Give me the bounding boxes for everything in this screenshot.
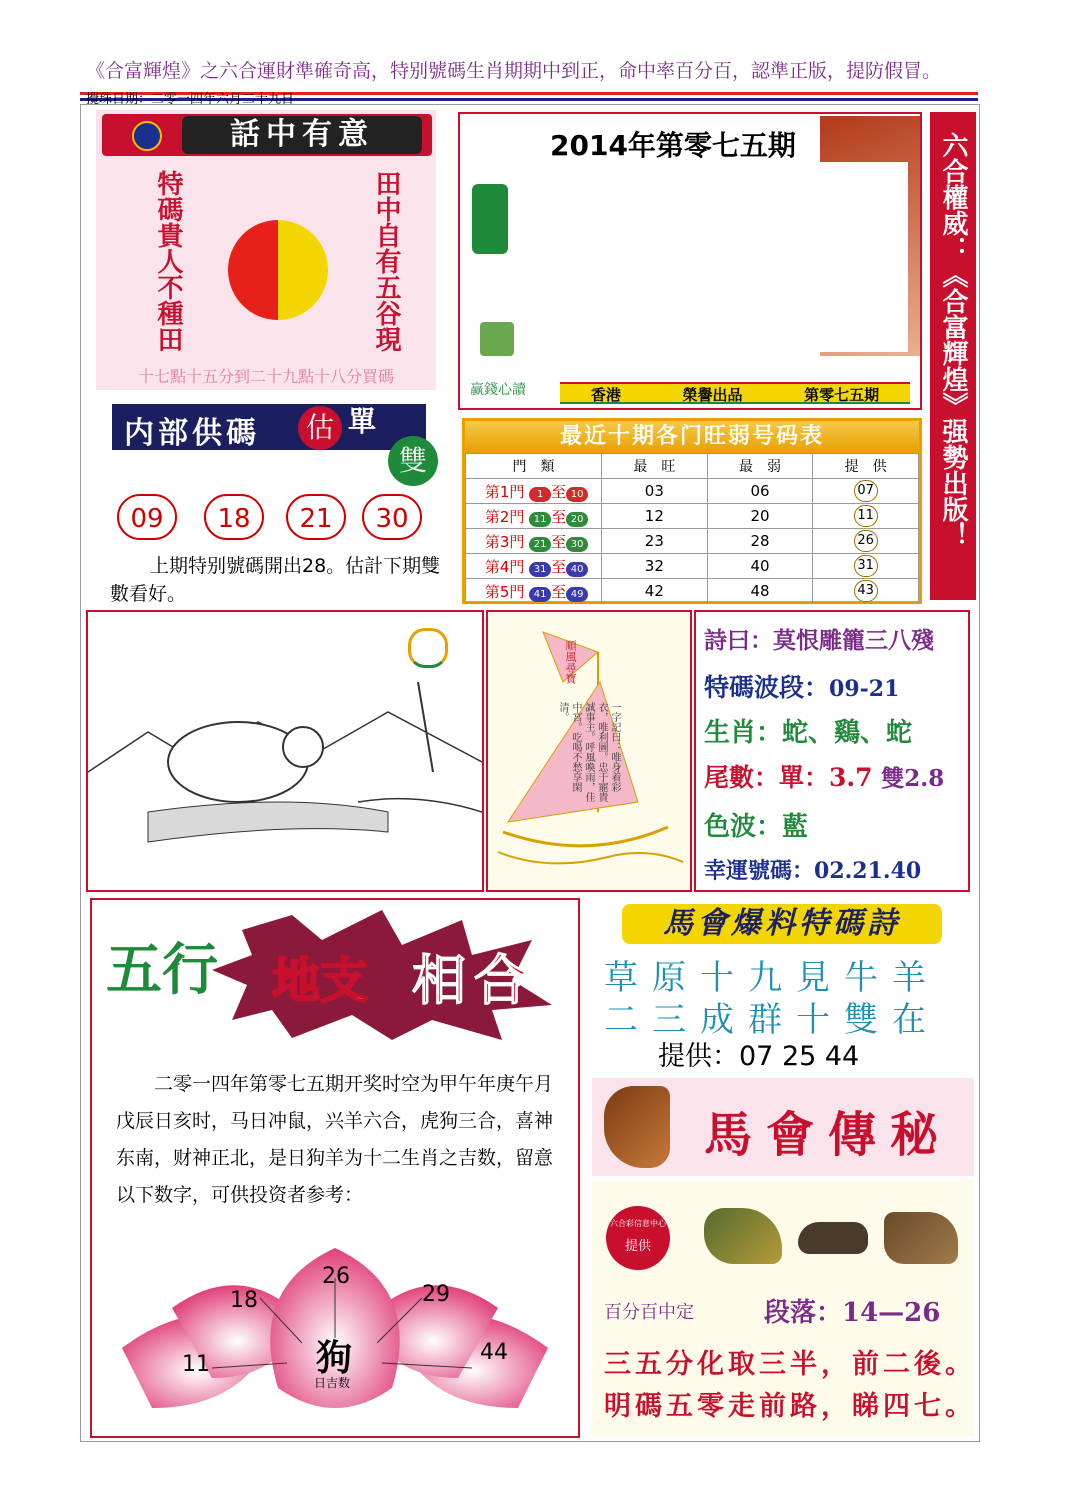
mahui-secret-banner [592,1078,974,1176]
neibu-title-bar [112,404,426,450]
boat-flag: 順風尋寶 [564,640,577,684]
mahui-secret-title: 馬會傳秘 [704,1107,953,1163]
table-cell-gate [466,554,602,579]
huazhong-right-column: 田中自有五谷現 [371,170,401,352]
cover-strip [560,382,910,404]
table-cell-min: 20 [707,504,813,529]
tip-number: 07 [854,480,878,502]
gate-zhi: 至 [551,557,567,576]
gate-from: 21 [529,537,551,552]
tips-lucky-value: 02.21.40 [814,858,922,884]
wuxing-title-b: 地支 [272,953,369,1009]
rat-icon [798,1222,868,1254]
dog-icon [884,1212,958,1264]
neibu-number: 18 [204,494,264,540]
tip-number: 43 [854,580,878,602]
mahui-secret-section [592,1180,974,1436]
horse-head-icon [604,1086,670,1168]
wuxing-title-c: 相合 [412,948,536,1012]
mahui-poem-title: 馬會爆料特碼詩 [622,904,942,944]
cover-strip-item: 榮譽出品 [682,386,743,404]
tips-color-row [704,806,808,843]
huazhong-left-column: 特碼貴人不種田 [153,170,183,352]
tips-tail-label: 尾數： [704,763,780,792]
tip-number: 31 [854,555,878,577]
lotus-number: 11 [182,1352,210,1377]
table-cell-tip [813,579,919,604]
header-slogan: 《合富輝煌》之六合運財準確奇高，特别號碼生肖期期中到正，命中率百分百，認準正版，提防假冒。 [86,60,942,82]
side-banner [930,112,976,600]
table-cell-max: 12 [602,504,708,529]
table-row [466,479,919,504]
gate-from: 31 [529,562,551,577]
table-row [466,529,919,554]
tips-section [694,610,970,892]
wuxing-section [90,898,580,1438]
table-cell-min: 40 [707,554,813,579]
huazhong-title: 話中有意 [182,116,422,154]
money-icon [480,322,514,356]
table-header: 提 供 [813,454,919,479]
tips-tail-row [704,758,944,794]
table-cell-tip [813,479,919,504]
gate-label: 第4門 [484,557,525,576]
table-cell-max: 32 [602,554,708,579]
gate-to: 10 [566,487,588,502]
cover-green-logo [472,184,508,254]
seal-text: 六合彩信息中心 [610,1219,666,1228]
rainbow-logo-icon [408,628,448,668]
table-header: 最 弱 [707,454,813,479]
mahui-poem-line2: 二三成群十雙在 [604,1000,940,1040]
gate-zhi: 至 [551,482,567,501]
table-cell-tip [813,504,919,529]
table-cell-min: 48 [707,579,813,604]
neibu-tag-gu: 估 [298,406,342,450]
lotus-number: 29 [422,1282,450,1307]
boat-poem: 一字記曰：唯身着彩衣，唯利圖。忠于寵貴誠事主。呼風喚雨，佳中宮。吃喝不愁享閑清。 [557,702,620,802]
lotus-center: 狗 [316,1338,353,1379]
table-cell-tip [813,529,919,554]
tips-wave-row [704,668,899,704]
table-cell-gate [466,479,602,504]
tips-lucky-row [704,854,921,885]
gate-zhi: 至 [551,582,567,601]
wuxing-text: 二零一四年第零七五期开奖时空为甲午年庚午月戊辰日亥时，马日冲鼠，兴羊六合，虎狗三合，喜神东南，财神正北，是日狗羊为十二生肖之吉数，留意以下数字，可供投资者参考： [116,1073,554,1206]
yinyang-icon [228,220,328,320]
table-cell-max: 23 [602,529,708,554]
gate-from: 11 [529,512,551,527]
emblem-icon [132,121,162,151]
polar-bear-illustration [86,610,484,892]
neibu-number: 21 [286,494,346,540]
gate-label: 第5門 [484,582,525,601]
cover-blank-panel [508,162,908,352]
zone-table [465,453,919,604]
neibu-number: 09 [117,494,177,540]
tips-wave-label: 特碼波段： [704,673,830,702]
tips-tail-single: 單：3.7 [779,763,873,792]
table-cell-max: 42 [602,579,708,604]
table-header: 門 類 [466,454,602,479]
cover-box [458,112,922,410]
mahui-secret-certain: 百分百中定 [604,1302,694,1323]
cover-strip-item: 香港 [590,386,621,404]
huazhong-bottom: 十七點十五分到二十九點十八分買碼 [137,367,394,386]
tips-color-label: 色波： [704,812,783,842]
gate-from: 41 [529,587,551,602]
table-row [466,579,919,604]
gate-label: 第3門 [484,532,525,551]
huazhong-title-bar [102,114,432,156]
lotus-sub: 日吉数 [314,1376,351,1390]
tips-tail-double: 雙2.8 [881,765,945,792]
table-cell-tip [813,554,919,579]
cover-strip-item: 第零七五期 [804,386,880,404]
seal-icon [606,1206,670,1270]
gate-label: 第2門 [484,507,525,526]
tip-number: 11 [854,505,878,527]
table-cell-gate [466,504,602,529]
tips-zodiac-value: 蛇、鷄、蛇 [782,718,913,748]
neibu-tag-shuang: 雙 [388,436,438,486]
table-cell-gate [466,529,602,554]
lotus-number: 18 [230,1288,258,1313]
mahui-poem-line1: 草原十九見牛羊 [604,958,940,998]
table-cell-min: 28 [707,529,813,554]
mahui-poem-section [590,898,976,1074]
tips-poem: 詩曰：莫恨雕籠三八殘 [704,627,934,654]
neibu-tag-dan: 單 [348,405,377,438]
mahui-secret-line2: 明碼五零走前路，睇四七。 [604,1391,976,1422]
gate-label: 第1門 [484,482,525,501]
gate-to: 49 [566,587,588,602]
table-cell-min: 06 [707,479,813,504]
gate-zhi: 至 [551,532,567,551]
neibu-note: 上期特别號碼開出28。估計下期雙數看好。 [110,555,441,605]
side-banner-text: 六合權威：《合富輝煌》强勢出版！ [938,132,968,548]
tip-number: 26 [854,530,878,552]
zone-table-section [462,418,922,604]
dragon-icon [704,1208,782,1264]
zone-table-title: 最近十期各门旺弱号码表 [465,421,919,453]
table-cell-max: 03 [602,479,708,504]
tips-zodiac-row [704,712,912,749]
mahui-poem-provide: 提供：07 25 44 [658,1041,860,1072]
mahui-secret-line1: 三五分化取三半，前二後。 [604,1349,976,1380]
tips-wave-value: 09-21 [829,676,900,702]
draw-date: 攪珠日期：二零一四年六月二十九日 [86,92,295,107]
tips-zodiac-label: 生肖： [704,718,783,748]
cover-period: 2014年第零七五期 [550,129,796,162]
boat-section [486,610,692,892]
gate-to: 30 [566,537,588,552]
gate-to: 40 [566,562,588,577]
tips-lucky-label: 幸運號碼： [704,858,815,884]
lotus-number: 44 [480,1340,508,1365]
table-cell-gate [466,579,602,604]
gate-from: 1 [529,487,551,502]
neibu-number: 30 [362,494,422,540]
gate-zhi: 至 [551,507,567,526]
lotus-number: 26 [322,1264,350,1289]
mahui-secret-segment: 段落：14—26 [764,1298,941,1328]
cover-label-left: 赢錢心讀 [470,382,526,398]
table-row [466,504,919,529]
table-row [466,554,919,579]
huazhong-section [96,110,436,390]
wuxing-title-a: 五行 [106,937,218,1003]
table-header: 最 旺 [602,454,708,479]
seal-sub: 提供 [624,1239,651,1254]
tips-color-value: 藍 [782,812,809,842]
gate-to: 20 [566,512,588,527]
neibu-title: 内部供碼 [124,416,260,451]
